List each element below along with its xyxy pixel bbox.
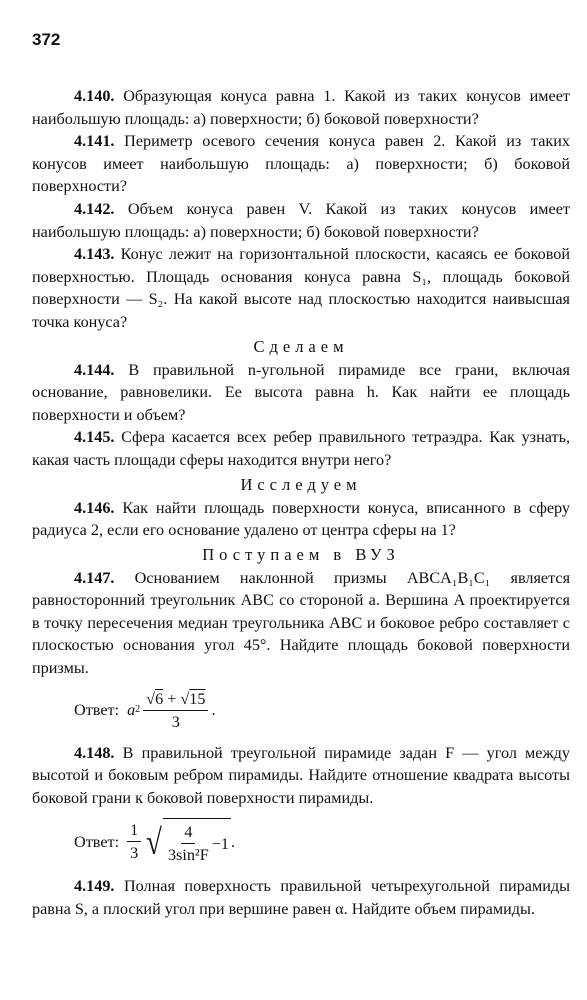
problem-number: 4.148. — [74, 743, 115, 762]
minus-one: −1 — [211, 834, 230, 853]
answer-coefficient — [127, 820, 141, 863]
answer-exponent: 2 — [135, 703, 141, 715]
inner-denominator: 3sin²F — [167, 846, 209, 865]
problem-number: 4.140. — [74, 87, 115, 105]
problem-text: Сфера касается всех ребер правильного тетраэдра. Как узнать, какая часть площади сферы находится внутри него? — [32, 428, 571, 469]
answer-label: Ответ: — [74, 700, 120, 719]
problem-text: Объем конуса равен V. Какой из таких конусов имеет наибольшую площадь: а) поверхности; б) боковой поверхности? — [32, 199, 570, 241]
problem-text: В правильной треугольной пирамиде задан F — угол между высотой и боковым ребром пирамиды. Найдите отношение квадрата высоты боковой грани к боковой поверхности пирамиды. — [32, 743, 570, 807]
section-heading-research: Исследуем — [240, 474, 362, 494]
problem-number: 4.144. — [74, 360, 115, 379]
problem-4-149 — [32, 875, 570, 920]
problem-number: 4.142. — [74, 199, 115, 218]
problem-text: Как найти площадь поверхности конуса, вписанного в сферу радиуса 2, если его основание удалено от центра сферы на 1? — [32, 498, 570, 540]
problem-number: 4.145. — [74, 428, 115, 447]
problem-number: 4.147. — [74, 568, 115, 587]
problem-text: В правильной n-угольной пирамиде все грани, включая основание, равновелики. Ее высота равна h. Как найти ее площадь поверхности и объем? — [32, 360, 571, 424]
section-heading-university: Поступаем в ВУЗ — [202, 544, 400, 564]
problem-group-basic — [32, 85, 570, 334]
problem-text: Конус лежит на горизонтальной плоскости, касаясь ее боковой поверхностью. Площадь основания конуса равна S₁, площадь боковой поверхности — S₂. На какой высоте над плоскостью находится наивысшая точка конуса? — [32, 245, 571, 331]
problem-number: 4.149. — [74, 877, 115, 896]
problem-4-143 — [32, 243, 570, 333]
answer-4-147 — [74, 689, 570, 732]
answer-4-148 — [74, 818, 570, 865]
inner-numerator: 4 — [181, 822, 195, 844]
problem-4-148 — [32, 742, 570, 810]
plus-sign: + — [167, 689, 177, 708]
radical-sign-icon: √ — [146, 821, 162, 862]
fraction-denominator: 3 — [171, 712, 180, 731]
fraction-numerator: √6 + √15 — [143, 689, 208, 711]
problem-text: Полная поверхность правильной четырехугольной пирамиды равна S, а плоский угол при вершине равен α. Найдите объем пирамиды. — [32, 877, 571, 919]
answer-period: . — [211, 700, 216, 719]
problem-4-145 — [32, 426, 570, 471]
problem-4-147 — [32, 567, 570, 680]
radicand-b: 15 — [189, 689, 206, 708]
answer-factor: a — [127, 700, 136, 719]
problem-4-140 — [32, 85, 570, 130]
problem-number: 4.143. — [74, 245, 115, 264]
problem-4-144 — [32, 359, 570, 427]
answer-period: . — [231, 832, 236, 851]
radicand-a: 6 — [155, 689, 164, 708]
problem-text: Основанием наклонной призмы ABCA₁B₁C₁ является равносторонний треугольник ABC со стороной a. Вершина A проектируется в точку пересечения медиан треугольника ABC и боковое ребро составляет с плоскостью основания угол 45°. Найдите площадь боковой поверхности призмы. — [32, 568, 571, 678]
problem-4-141 — [32, 130, 570, 198]
problem-number: 4.141. — [74, 132, 115, 151]
problem-4-142 — [32, 198, 570, 243]
problem-number: 4.146. — [74, 498, 115, 517]
problem-group-research — [32, 497, 570, 542]
page-text — [32, 85, 570, 921]
coefficient-denominator: 3 — [130, 844, 139, 863]
section-heading-do: Сделаем — [253, 336, 349, 356]
page-number: 372 — [32, 30, 61, 49]
problem-group-do — [32, 359, 570, 472]
inner-fraction — [168, 822, 209, 865]
answer-fraction — [143, 689, 208, 732]
coefficient-numerator: 1 — [127, 820, 141, 842]
radicand — [163, 818, 231, 865]
problem-text: Образующая конуса равна 1. Какой из таких конусов имеет наибольшую площадь: а) поверхности; б) боковой поверхности? — [32, 87, 570, 128]
problem-4-146 — [32, 497, 570, 542]
square-root — [144, 818, 231, 865]
answer-label: Ответ: — [74, 832, 120, 851]
problem-text: Периметр осевого сечения конуса равен 2. Какой из таких конусов имеет наибольшую площадь: а) поверхности; б) боковой поверхности? — [32, 132, 571, 196]
